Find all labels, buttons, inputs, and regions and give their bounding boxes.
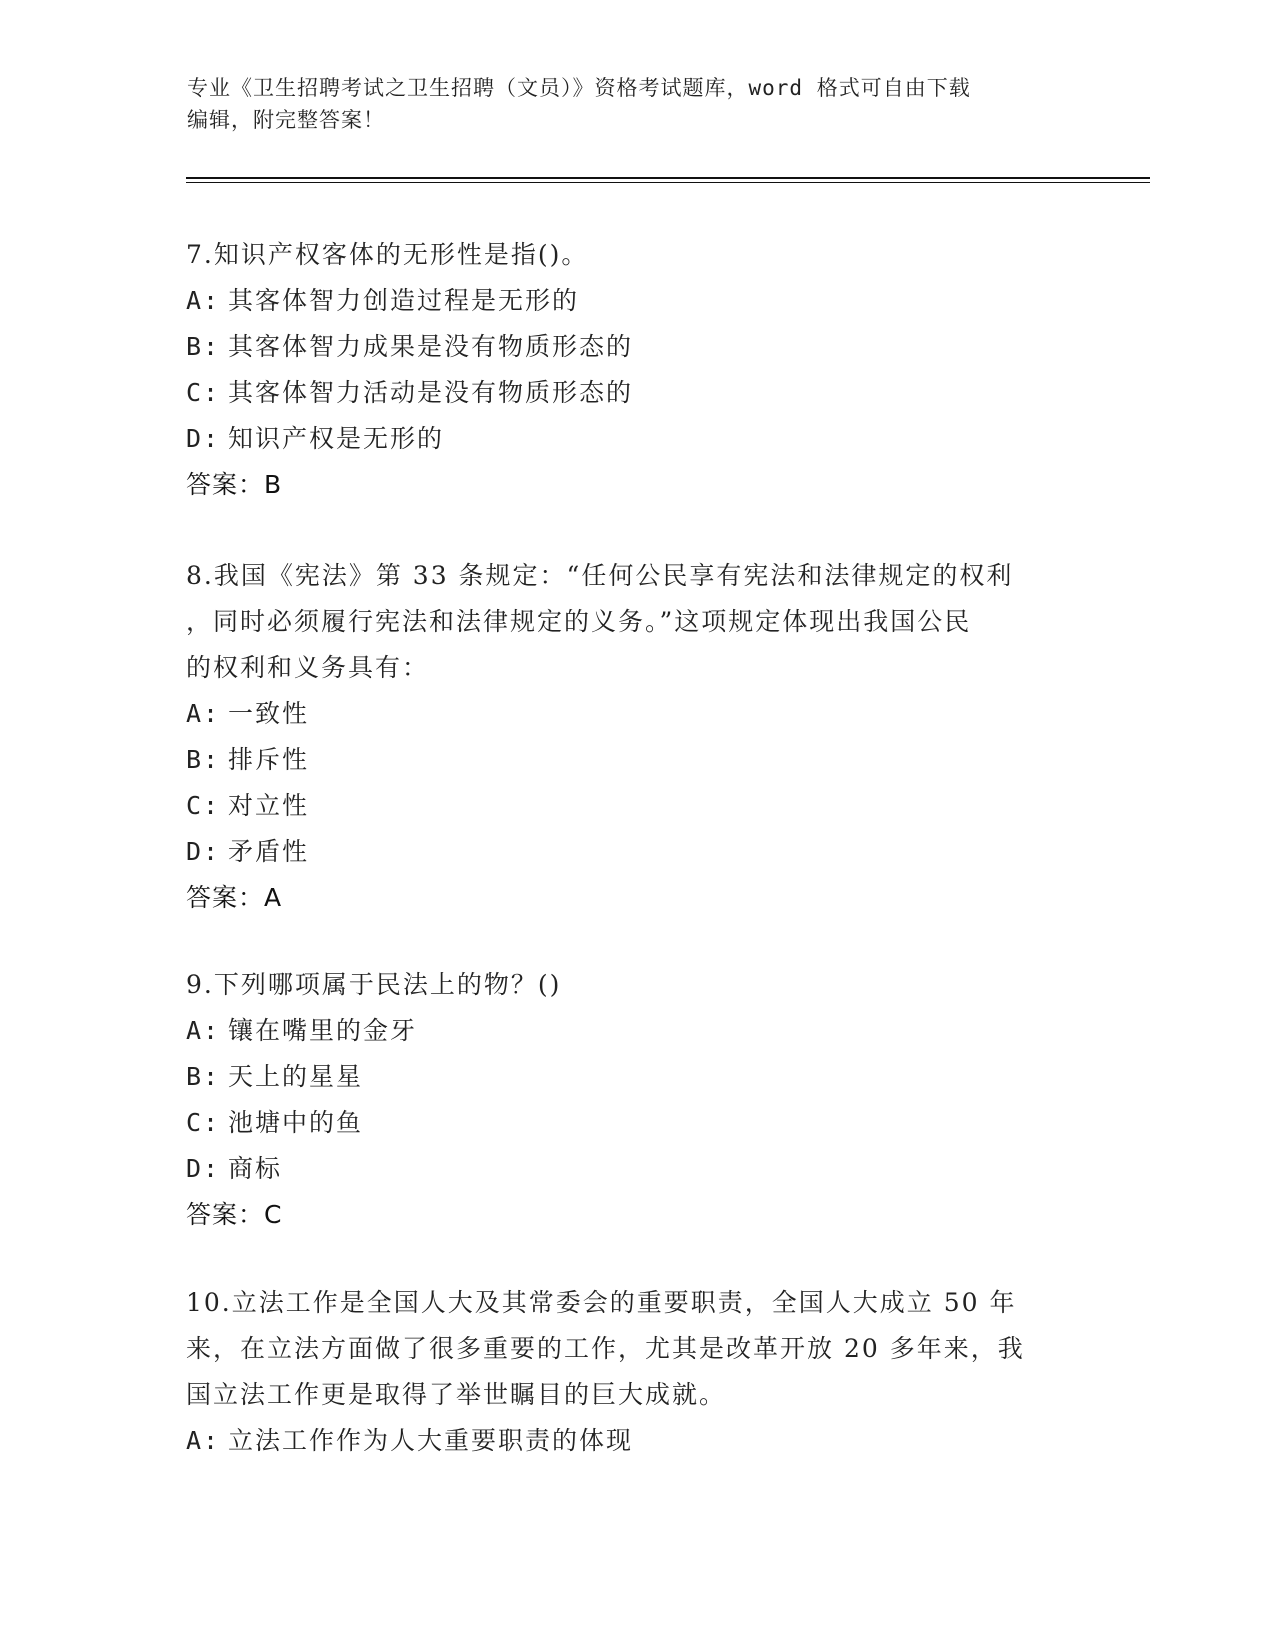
option-key: B: <box>186 332 221 361</box>
option-c <box>186 783 1066 829</box>
option-c <box>186 1100 1066 1146</box>
option-text: 对立性 <box>228 791 310 820</box>
question-7 <box>186 232 1066 508</box>
question-stem: 9.下列哪项属于民法上的物？() <box>186 970 562 999</box>
option-d <box>186 416 1066 462</box>
question-8 <box>186 553 1066 921</box>
option-key: C: <box>186 791 221 820</box>
question-stem-line-1: 8.我国《宪法》第 33 条规定：“任何公民享有宪法和法律规定的权利 <box>186 561 1014 590</box>
option-text: 一致性 <box>228 699 310 728</box>
option-d <box>186 829 1066 875</box>
option-a <box>186 1418 1066 1464</box>
question-stem-line-3: 国立法工作更是取得了举世瞩目的巨大成就。 <box>186 1380 727 1409</box>
option-key: C: <box>186 378 221 407</box>
answer-line: 答案：C <box>186 1200 283 1229</box>
option-key: D: <box>186 424 221 453</box>
question-10 <box>186 1280 1066 1464</box>
option-text: 立法工作作为人大重要职责的体现 <box>228 1426 634 1455</box>
option-b <box>186 1054 1066 1100</box>
option-text: 镶在嘴里的金牙 <box>228 1016 418 1045</box>
option-key: D: <box>186 837 221 866</box>
option-key: A: <box>186 1426 221 1455</box>
option-a <box>186 691 1066 737</box>
question-9 <box>186 962 1066 1238</box>
question-stem-line-2: ，同时必须履行宪法和法律规定的义务。”这项规定体现出我国公民 <box>186 607 972 636</box>
option-text: 知识产权是无形的 <box>228 424 445 453</box>
option-key: A: <box>186 286 221 315</box>
option-c <box>186 370 1066 416</box>
option-b <box>186 324 1066 370</box>
option-text: 商标 <box>228 1154 283 1183</box>
option-key: A: <box>186 699 221 728</box>
option-text: 池塘中的鱼 <box>228 1108 364 1137</box>
option-key: C: <box>186 1108 221 1137</box>
option-text: 其客体智力成果是没有物质形态的 <box>228 332 634 361</box>
option-b <box>186 737 1066 783</box>
question-stem: 7.知识产权客体的无形性是指()。 <box>186 240 589 269</box>
option-key: B: <box>186 745 221 774</box>
answer-line: 答案：A <box>186 883 283 912</box>
option-a <box>186 1008 1066 1054</box>
option-text: 其客体智力创造过程是无形的 <box>228 286 580 315</box>
option-text: 排斥性 <box>228 745 310 774</box>
question-stem-line-3: 的权利和义务具有： <box>186 653 430 682</box>
option-text: 其客体智力活动是没有物质形态的 <box>228 378 634 407</box>
option-text: 矛盾性 <box>228 837 310 866</box>
document-header <box>187 72 1067 136</box>
option-a <box>186 278 1066 324</box>
question-stem-line-2: 来，在立法方面做了很多重要的工作，尤其是改革开放 20 多年来，我 <box>186 1334 1025 1363</box>
question-stem-line-1: 10.立法工作是全国人大及其常委会的重要职责，全国人大成立 50 年 <box>186 1288 1017 1317</box>
header-line-2: 编辑，附完整答案！ <box>187 108 385 132</box>
option-key: A: <box>186 1016 221 1045</box>
header-line-1: 专业《卫生招聘考试之卫生招聘（文员）》资格考试题库，word 格式可自由下载 <box>187 76 971 100</box>
answer-line: 答案：B <box>186 470 283 499</box>
option-key: B: <box>186 1062 221 1091</box>
option-key: D: <box>186 1154 221 1183</box>
header-divider-thick <box>186 177 1150 179</box>
option-d <box>186 1146 1066 1192</box>
header-divider-thin <box>186 182 1150 183</box>
option-text: 天上的星星 <box>228 1062 364 1091</box>
